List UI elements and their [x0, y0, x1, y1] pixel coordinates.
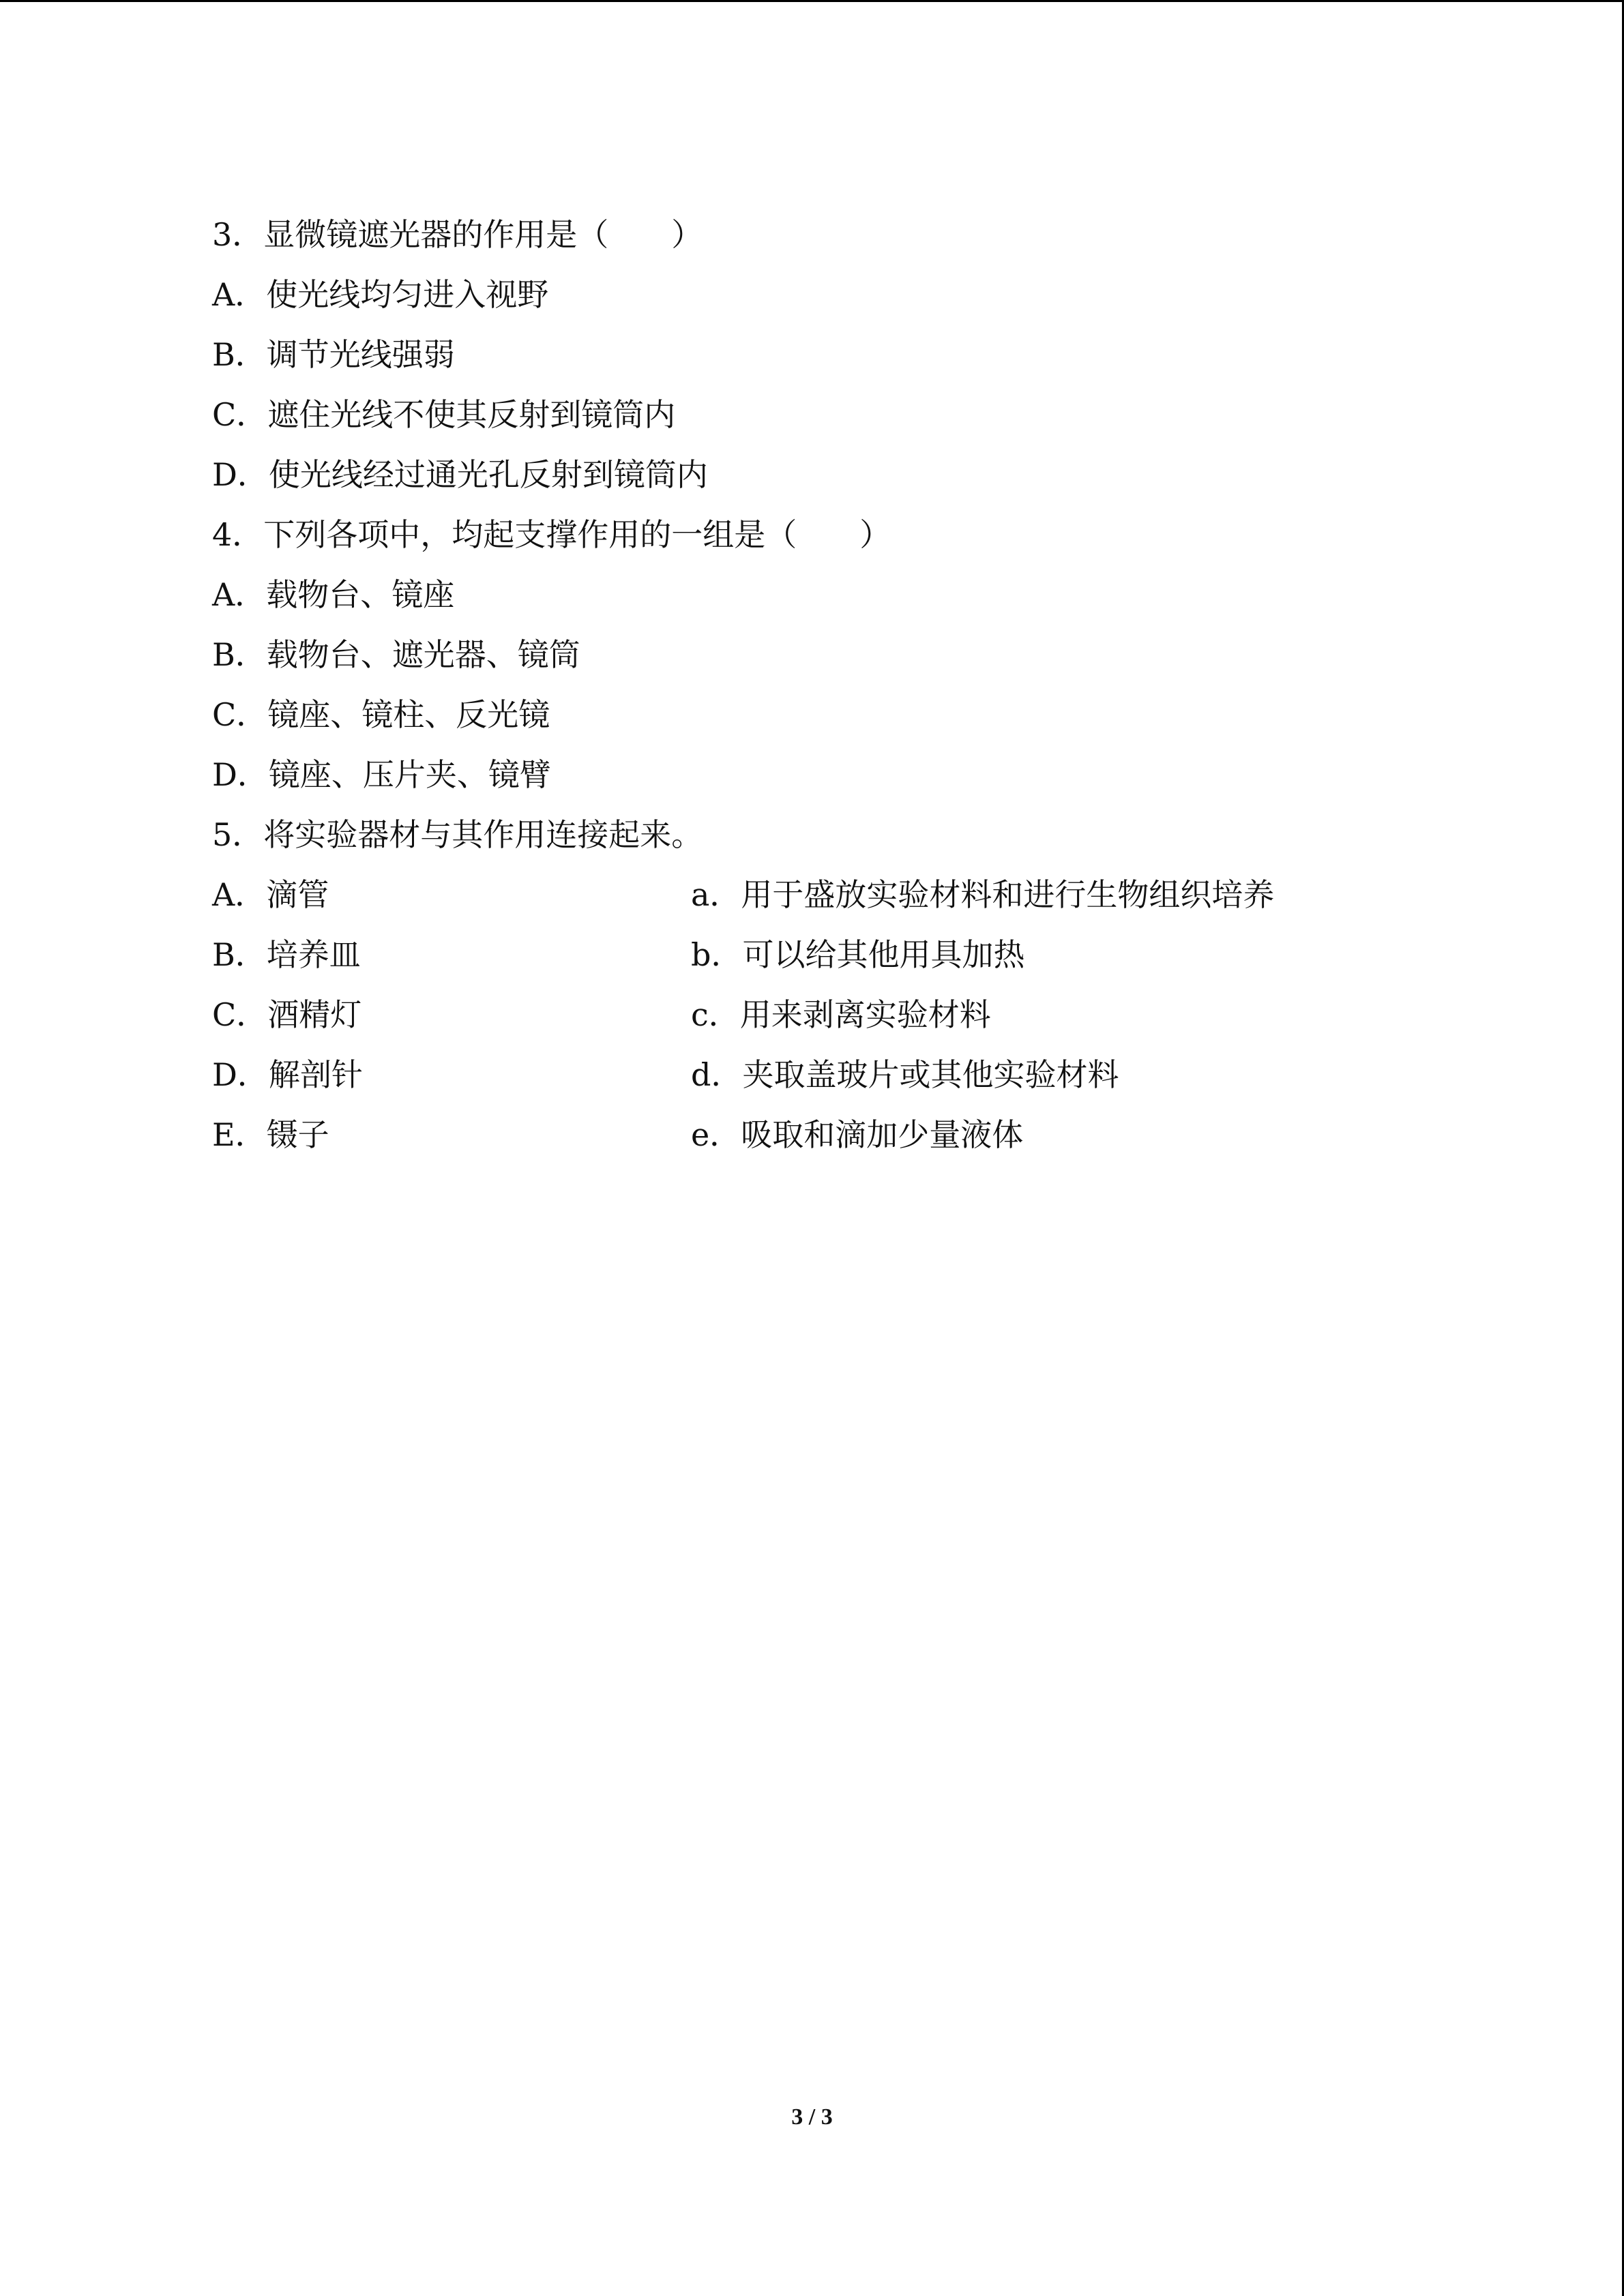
question-5-item-d: D．解剖针: [212, 1056, 363, 1093]
question-3-option-c: C．遮住光线不使其反射到镜筒内: [212, 396, 676, 433]
question-5-item-e: E．镊子: [212, 1116, 329, 1153]
question-3-stem: 3．显微镜遮光器的作用是（ ）: [212, 216, 703, 253]
question-5-item-a: A．滴管: [212, 876, 329, 913]
question-3-option-b: B．调节光线强弱: [212, 336, 455, 373]
question-5-function-b: b．可以给其他用具加热: [691, 936, 1025, 973]
question-3-option-d: D．使光线经过通光孔反射到镜筒内: [212, 456, 708, 493]
question-5-function-d: d．夹取盖玻片或其他实验材料: [691, 1056, 1119, 1093]
page-number: 3 / 3: [791, 2104, 833, 2130]
question-5-function-e: e．吸取和滴加少量液体: [691, 1116, 1024, 1153]
question-5-item-c: C．酒精灯: [212, 996, 362, 1033]
question-4-option-d: D．镜座、压片夹、镜臂: [212, 756, 551, 793]
question-4-option-c: C．镜座、镜柱、反光镜: [212, 696, 550, 733]
question-5-function-a: a．用于盛放实验材料和进行生物组织培养: [691, 876, 1275, 913]
question-5-item-b: B．培养皿: [212, 936, 361, 973]
question-4-option-b: B．载物台、遮光器、镜筒: [212, 636, 580, 673]
question-5-stem: 5．将实验器材与其作用连接起来。: [212, 816, 703, 853]
question-4-stem: 4．下列各项中，均起支撑作用的一组是（ ）: [212, 516, 891, 553]
question-4-option-a: A．载物台、镜座: [212, 576, 455, 613]
question-5-function-c: c．用来剥离实验材料: [691, 996, 991, 1033]
question-3-option-a: A．使光线均匀进入视野: [212, 276, 549, 313]
